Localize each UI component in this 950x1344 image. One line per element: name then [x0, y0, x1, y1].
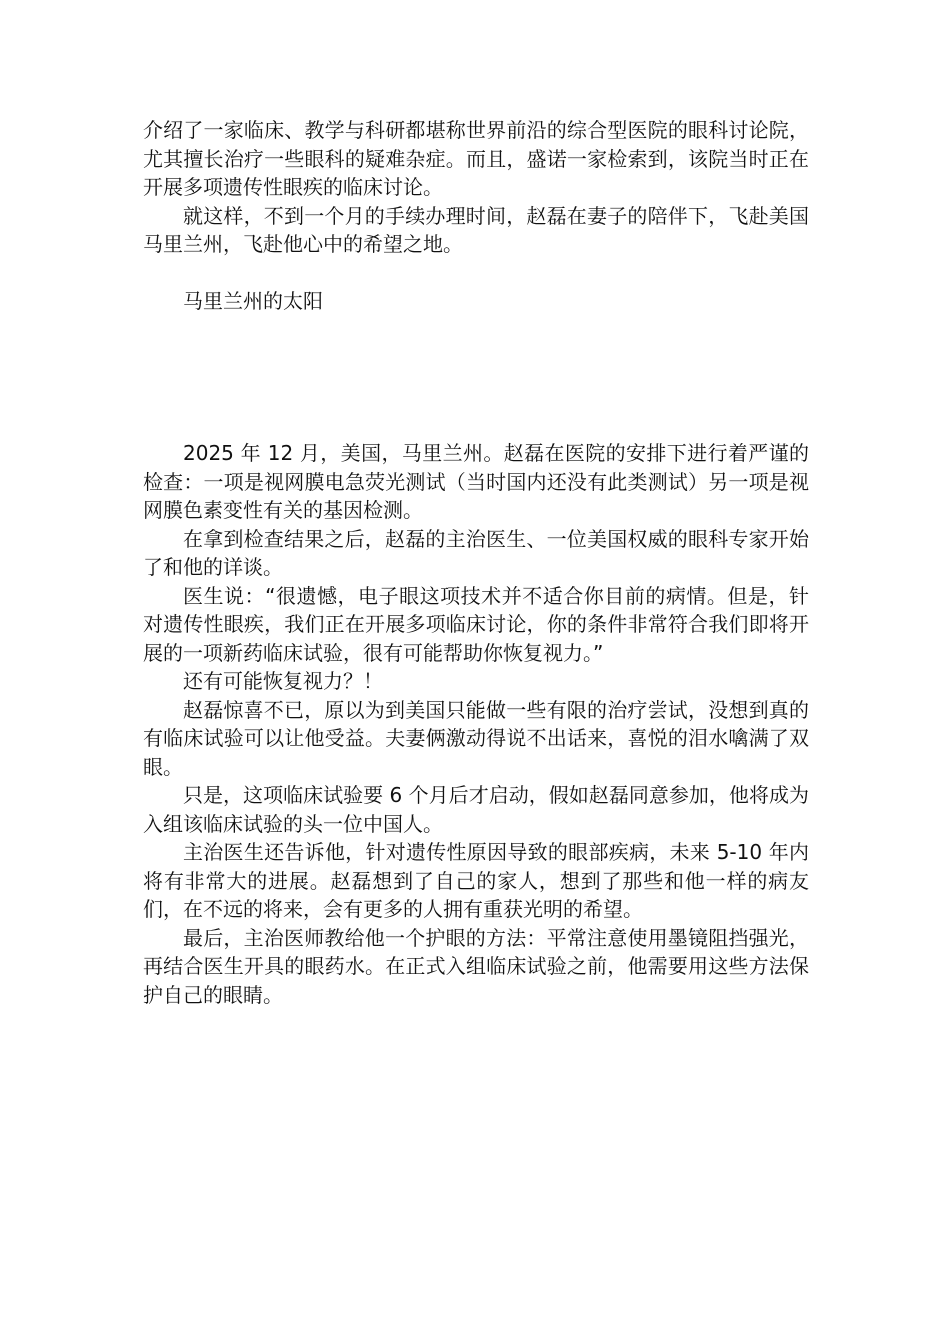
paragraph: 介绍了一家临床、教学与科研都堪称世界前沿的综合型医院的眼科讨论院，尤其擅长治疗一些眼科的疑难杂症。而且，盛诺一家检索到，该院当时正在开展多项遗传性眼疾的临床讨论。: [143, 118, 809, 199]
paragraph: 就这样，不到一个月的手续办理时间，赵磊在妻子的陪伴下，飞赴美国马里兰州，飞赴他心中的希望之地。: [143, 203, 809, 256]
paragraph: 还有可能恢复视力？！: [183, 669, 383, 693]
blank-space: [143, 315, 809, 439]
paragraph: 在拿到检查结果之后，赵磊的主治医生、一位美国权威的眼科专家开始了和他的详谈。: [143, 526, 809, 579]
paragraph: 赵磊惊喜不已，原以为到美国只能做一些有限的治疗尝试，没想到真的有临床试验可以让他受益。夫妻俩激动得说不出话来，喜悦的泪水噙满了双眼。: [143, 697, 809, 779]
paragraph: 只是，这项临床试验要 6 个月后才启动，假如赵磊同意参加，他将成为入组该临床试验的头一位中国人。: [143, 783, 809, 836]
document-body: [143, 116, 809, 1009]
paragraph: 医生说：“很遗憾，电子眼这项技术并不适合你目前的病情。但是，针对遗传性眼疾，我们正在开展多项临床讨论，你的条件非常符合我们即将开展的一项新药临床试验，很有可能帮助你恢复视力。”: [143, 583, 809, 665]
paragraph: 2025 年 12 月，美国，马里兰州。赵磊在医院的安排下进行着严谨的检查：一项是视网膜电急荧光测试（当时国内还没有此类测试）另一项是视网膜色素变性有关的基因检测。: [143, 441, 809, 522]
paragraph: 最后，主治医师教给他一个护眼的方法：平常注意使用墨镜阻挡强光，再结合医生开具的眼药水。在正式入组临床试验之前，他需要用这些方法保护自己的眼睛。: [143, 925, 809, 1007]
section-heading: 马里兰州的太阳: [183, 288, 323, 313]
paragraph: 主治医生还告诉他，针对遗传性原因导致的眼部疾病，未来 5-10 年内将有非常大的进展。赵磊想到了自己的家人，想到了那些和他一样的病友们，在不远的将来，会有更多的人拥有重获光明的希望。: [143, 840, 809, 921]
